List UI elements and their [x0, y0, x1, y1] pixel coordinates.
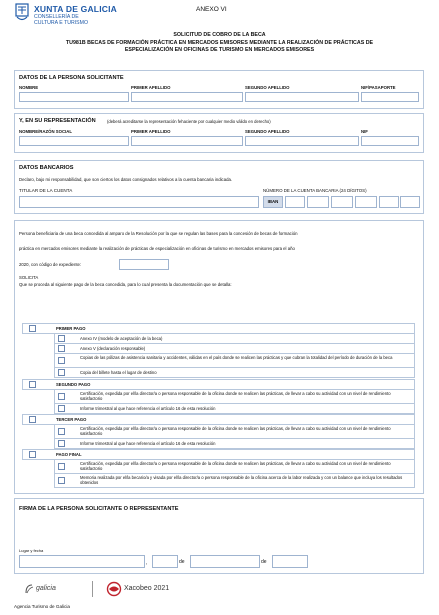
payment-third-item: [54, 424, 415, 439]
bank-section: [14, 160, 424, 214]
rep-surname2-field[interactable]: [245, 136, 359, 146]
xacobeo-brand: Xacobeo 2021: [124, 585, 170, 592]
request-text-3: 2020, con código de expediente:: [19, 262, 82, 267]
bank-declaration: Declaro, bajo mi responsabilidad, que son ciertos los datos consignados relativos a la cuenta bancaria indicada.: [19, 177, 233, 182]
iban-field-2[interactable]: [307, 196, 329, 208]
place-date-label: Lugar y fecha: [19, 548, 44, 553]
agency-name: Agencia Turismo de Galicia: [14, 604, 70, 609]
account-holder-field[interactable]: [19, 196, 259, 208]
rep-name-label: NOMBRE/RAZÓN SOCIAL: [19, 129, 72, 134]
signature-title: FIRMA DE LA PERSONA SOLICITANTE O REPRESENTANTE: [19, 506, 179, 512]
payment-first-item-3: Copias de las pólizas de asistencia sanitaria y accidentes, válidas en el país donde se realicen las prácticas y que cubran la totalidad del período de duración de la beca: [80, 355, 393, 360]
bank-title: DATOS BANCARIOS: [19, 165, 74, 171]
payment-third-item-2: Informe trimestral al que hace referencia el artículo 16 de esta resolución: [80, 441, 216, 446]
applicant-name-label: NOMBRE: [19, 85, 39, 90]
form-subtitle-2: ESPECIALIZACIÓN EN OFICINAS DE TURISMO EN MERCADOS EMISORES: [124, 47, 315, 53]
iban-field-3[interactable]: [331, 196, 353, 208]
payment-second-item: [54, 389, 415, 404]
account-number-label: NÚMERO DE LA CUENTA BANCARIA (24 DÍGITOS): [263, 188, 367, 193]
expedient-code-field[interactable]: [119, 259, 169, 270]
applicant-section: [14, 70, 424, 109]
payment-third-item-1-checkbox[interactable]: [58, 428, 65, 435]
applicant-surname2-label: SEGUNDO APELLIDO: [245, 85, 290, 90]
payment-third-checkbox[interactable]: [29, 416, 36, 423]
xacobeo-logo-icon: [106, 581, 122, 597]
applicant-surname1-label: PRIMER APELLIDO: [131, 85, 171, 90]
applicant-name-field[interactable]: [19, 92, 129, 102]
payment-third-item-2-checkbox[interactable]: [58, 440, 65, 447]
logo-title: XUNTA DE GALICIA: [34, 4, 118, 14]
month-field[interactable]: [190, 555, 260, 568]
galicia-brand: galicia: [36, 585, 56, 592]
request-text-1: Persona beneficiaria de una beca concedida al amparo de la Resolución por la que se regulan las bases para la concesión de becas de formación: [19, 231, 298, 236]
payment-first-item-4-checkbox[interactable]: [58, 369, 65, 376]
solicita-label: SOLICITA: [19, 275, 39, 280]
account-holder-label: TITULAR DE LA CUENTA: [19, 188, 73, 193]
annex-label: ANEXO VI: [196, 6, 227, 13]
iban-field-6[interactable]: [400, 196, 420, 208]
rep-id-field[interactable]: [361, 136, 419, 146]
applicant-id-label: NIF/PASAPORTE: [361, 85, 396, 90]
day-field[interactable]: [152, 555, 178, 568]
applicant-id-field[interactable]: [361, 92, 419, 102]
payment-second-item-2-checkbox[interactable]: [58, 405, 65, 412]
representative-title: Y, EN SU REPRESENTACIÓN: [19, 118, 96, 124]
de-separator-1: de: [179, 559, 185, 565]
payment-second-item-1: Certificación, expedida por el/la director/a o persona responsable de la oficina donde se realicen las prácticas, de llevar a cabo su actividad con un nivel de rendimiento satisfactorio: [80, 391, 391, 402]
payment-third-item: [54, 438, 415, 449]
comma-separator: ,: [146, 560, 148, 566]
xunta-logo-icon: [14, 3, 30, 23]
request-text-2: práctica en mercados emisores mediante la realización de prácticas de especialización en oficinas de turismo en mercados emisores para el año: [19, 246, 295, 251]
logo-dept-line2: CULTURA E TURISMO: [34, 20, 88, 26]
form-subtitle-1: TU981B BECAS DE FORMACIÓN PRÁCTICA EN MERCADOS EMISORES MEDIANTE LA REALIZACIÓN DE PRÁCTICAS DE: [65, 40, 374, 46]
payment-first-item: [54, 367, 415, 378]
payment-third-title: TERCER PAGO: [56, 417, 87, 422]
year-field[interactable]: [272, 555, 308, 568]
applicant-surname1-field[interactable]: [131, 92, 243, 102]
rep-name-field[interactable]: [19, 136, 129, 146]
payment-second-item: [54, 403, 415, 414]
payment-final-item-2-checkbox[interactable]: [58, 477, 65, 484]
representative-note: (deberá acreditarse la representación fehaciente por cualquier medio válido en derecho): [107, 119, 271, 124]
payment-first-checkbox[interactable]: [29, 325, 36, 332]
rep-surname2-label: SEGUNDO APELLIDO: [245, 129, 290, 134]
payment-first-title: PRIMER PAGO: [56, 326, 86, 331]
payment-final-title: PAGO FINAL: [56, 452, 82, 457]
iban-field-1[interactable]: [285, 196, 305, 208]
applicant-title: DATOS DE LA PERSONA SOLICITANTE: [19, 75, 124, 81]
payment-third-item-1: Certificación, expedida por el/la director/a o persona responsable de la oficina donde se realicen las prácticas, de llevar a cabo su actividad con un nivel de rendimiento satisfactorio: [80, 426, 391, 437]
payment-second-checkbox[interactable]: [29, 381, 36, 388]
payment-final-item-1-checkbox[interactable]: [58, 463, 65, 470]
footer-divider: [92, 581, 93, 597]
payment-final-item: [54, 473, 415, 488]
payment-final-checkbox[interactable]: [29, 451, 36, 458]
payment-second-item-1-checkbox[interactable]: [58, 393, 65, 400]
iban-field-4[interactable]: [355, 196, 377, 208]
rep-id-label: NIF: [361, 129, 368, 134]
applicant-surname2-field[interactable]: [245, 92, 359, 102]
payment-first-item-4: Copia del billete hasta el lugar de destino: [80, 370, 157, 375]
payment-first-item-1-checkbox[interactable]: [58, 335, 65, 342]
logo-dept-line1: CONSELLERÍA DE: [34, 14, 79, 20]
payment-first-item-2: Anexo V (declaración responsable): [80, 346, 146, 351]
place-field[interactable]: [19, 555, 148, 568]
payment-second-title: SEGUNDO PAGO: [56, 382, 91, 387]
representative-section: [14, 113, 424, 153]
rep-surname1-field[interactable]: [131, 136, 243, 146]
payment-final-item: [54, 459, 415, 474]
payment-first-item-1: Anexo IV (modelo de aceptación de la beca): [80, 336, 163, 341]
signature-section: [14, 498, 424, 574]
galicia-logo-icon: [24, 583, 34, 595]
iban-field-5[interactable]: [379, 196, 399, 208]
de-separator-2: de: [261, 559, 267, 565]
payment-first-item: [54, 353, 415, 368]
rep-surname1-label: PRIMER APELLIDO: [131, 129, 171, 134]
request-text-4: Que se proceda al siguiente pago de la beca concedida, para lo cual presenta la documentación que se detalla:: [19, 282, 232, 287]
payment-first-item-2-checkbox[interactable]: [58, 345, 65, 352]
payment-final-item-1: Certificación, expedida por el/la director/a o persona responsable de la oficina donde se realicen las prácticas, de llevar a cabo su actividad con un nivel de rendimiento satisfactorio: [80, 461, 391, 472]
payment-final-item-2: Memoria realizada por el/la becario/a y visada por el/la director/a o persona responsable de la oficina acerca de la labor realizada y con un balance que incluya los resultados obtenidos: [80, 475, 403, 486]
iban-label: IBAN: [263, 196, 283, 208]
payment-first-item-3-checkbox[interactable]: [58, 357, 65, 364]
form-title: SOLICITUD DE COBRO DE LA BECA: [173, 32, 266, 38]
payment-second-item-2: Informe trimestral al que hace referencia el artículo 16 de esta resolución: [80, 406, 216, 411]
